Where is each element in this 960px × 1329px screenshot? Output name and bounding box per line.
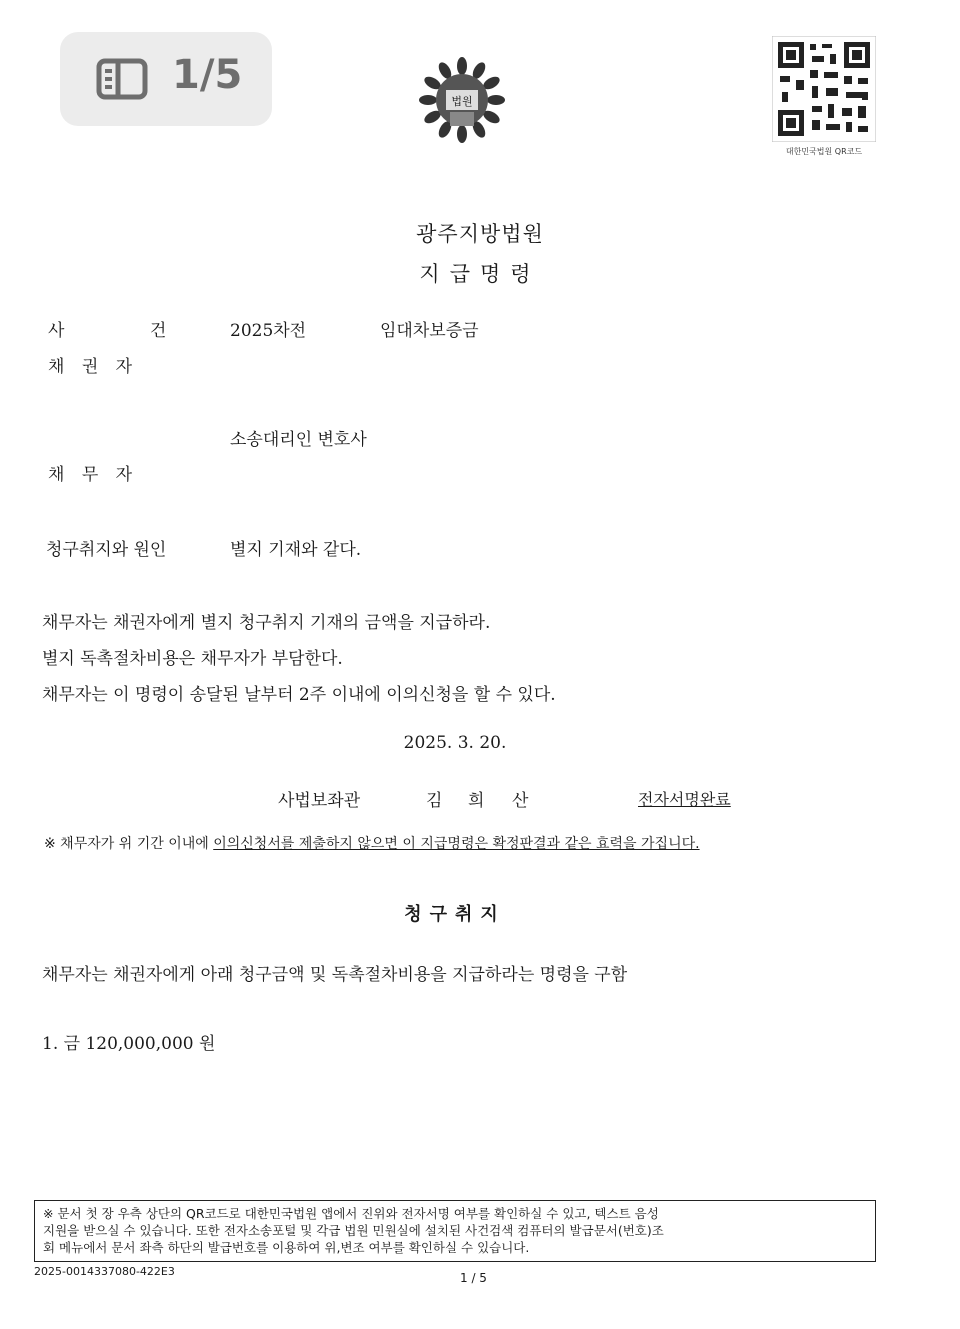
order-line-2: 별지 독촉절차비용은 채무자가 부담한다. (42, 649, 343, 669)
signer-name-2: 희 (468, 791, 485, 811)
signer-name-1: 김 (426, 791, 443, 811)
debtor-label: 채 무 자 (48, 465, 139, 485)
e-signature-status: 전자서명완료 (638, 790, 731, 809)
page-indicator-badge[interactable] (60, 32, 272, 126)
page-list-icon (96, 58, 148, 100)
claim-label: 청구취지와 원인 (46, 540, 167, 560)
footer-line-3: 회 메뉴에서 문서 좌측 하단의 발급번호를 이용하여 위,변조 여부를 확인하실 수 있습니다. (43, 1240, 530, 1255)
qr-code-icon (772, 36, 876, 142)
court-emblem-icon (418, 56, 506, 144)
notice-prefix: ※ 채무자가 위 기간 이내에 (44, 836, 214, 852)
document-title: 지급명령 (419, 262, 541, 286)
claim-section-title: 청구취지 (404, 904, 506, 925)
issue-date: 2025. 3. 20. (403, 733, 507, 753)
creditor-label: 채 권 자 (48, 357, 139, 377)
issue-number: 2025-0014337080-422E3 (34, 1265, 175, 1278)
order-line-1: 채무자는 채권자에게 별지 청구취지 기재의 금액을 지급하라. (42, 613, 491, 633)
case-name: 임대차보증금 (380, 321, 479, 341)
footer-line-2: 지원을 받으실 수 있습니다. 또한 전자소송포털 및 각급 법원 민원실에 설치된 사건검색 컴퓨터의 발급문서(번호)조 (43, 1223, 664, 1238)
court-name: 광주지방법원 (416, 222, 544, 246)
case-number: 2025차전 (230, 321, 307, 341)
attorney-label: 소송대리인 변호사 (230, 430, 367, 450)
signer-name-3: 산 (512, 791, 529, 811)
emblem-text: 법원 (451, 95, 473, 108)
notice-underlined: 이의신청서를 제출하지 않으면 이 지급명령은 확정판결과 같은 효력을 가집니다. (213, 836, 700, 852)
page-number: 1 / 5 (460, 1271, 487, 1285)
objection-notice (44, 833, 700, 853)
signer-title: 사법보좌관 (278, 791, 361, 811)
verification-footer-box (34, 1200, 876, 1262)
claim-value: 별지 기재와 같다. (230, 540, 362, 560)
claim-section-text: 채무자는 채권자에게 아래 청구금액 및 독촉절차비용을 지급하라는 명령을 구함 (42, 965, 628, 985)
case-label: 사 건 (48, 321, 207, 341)
order-line-3: 채무자는 이 명령이 송달된 날부터 2주 이내에 이의신청을 할 수 있다. (42, 685, 556, 705)
claim-item-1: 1. 금 120,000,000 원 (42, 1034, 216, 1054)
footer-line-1: ※ 문서 첫 장 우측 상단의 QR코드로 대한민국법원 앱에서 진위와 전자서명 여부를 확인하실 수 있고, 텍스트 음성 (43, 1206, 659, 1221)
qr-caption: 대한민국법원 QR코드 (785, 147, 863, 156)
page-indicator-text: 1/5 (172, 52, 243, 98)
